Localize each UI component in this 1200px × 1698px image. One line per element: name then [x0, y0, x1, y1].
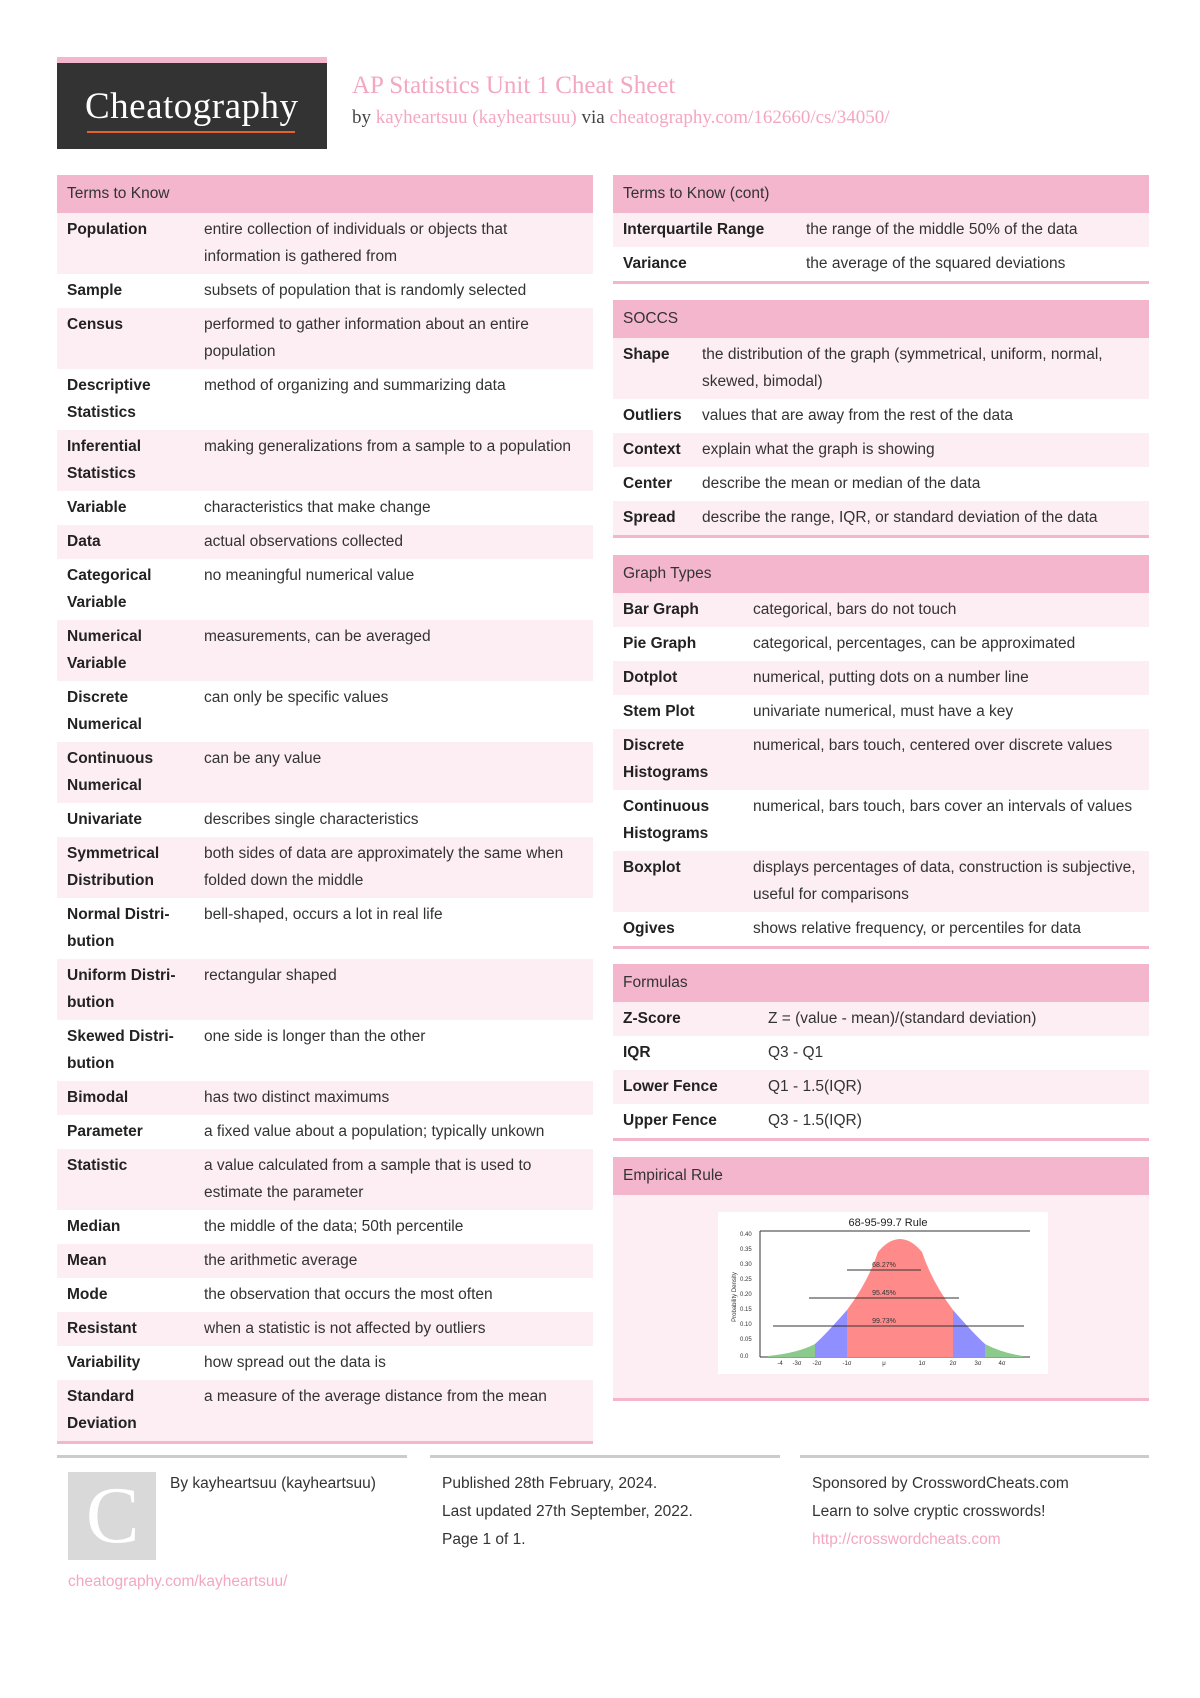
- row-definition: Z = (value - mean)/(standard deviation): [768, 1010, 1037, 1027]
- table-row: [57, 681, 593, 742]
- row-term: Inferential Statistics: [67, 438, 142, 482]
- table-row: [613, 593, 1149, 627]
- table-row: [613, 790, 1149, 851]
- table-row: [57, 620, 593, 681]
- row-definition: numerical, bars touch, bars cover an intervals of values: [753, 798, 1133, 815]
- row-definition: describes single characteristics: [204, 811, 419, 828]
- byline: [352, 107, 890, 129]
- table-row: [613, 729, 1149, 790]
- author-link[interactable]: kayheartsuu (kayheartsuu): [375, 107, 577, 128]
- sponsor-link[interactable]: http://crosswordcheats.com: [812, 1531, 1001, 1548]
- row-definition: performed to gather information about an entire population: [204, 316, 529, 360]
- table-row: [57, 274, 593, 308]
- terms-section-title: Terms to Know: [57, 175, 593, 213]
- published-date: Published 28th February, 2024.: [442, 1475, 658, 1492]
- row-term: Categorical Variable: [67, 567, 152, 611]
- soccs-section: [613, 300, 1149, 538]
- row-term: Dotplot: [623, 669, 678, 686]
- profile-link[interactable]: cheatography.com/kayheartsuu/: [68, 1573, 288, 1590]
- footer-sponsor: [812, 1470, 1069, 1554]
- row-term: Outliers: [623, 407, 682, 424]
- avatar-letter: C: [86, 1472, 140, 1560]
- row-term: Boxplot: [623, 859, 681, 876]
- empirical-section: [613, 1157, 1149, 1401]
- svg-text:0.25: 0.25: [740, 1277, 752, 1283]
- row-term: Continuous Histograms: [623, 798, 710, 842]
- row-definition: displays percentages of data, construction is subjective, useful for comparisons: [753, 859, 1136, 903]
- table-row: [613, 433, 1149, 467]
- row-definition: a measure of the average distance from the mean: [204, 1388, 547, 1405]
- row-term: Mean: [67, 1252, 107, 1269]
- row-definition: Q1 - 1.5(IQR): [768, 1078, 862, 1095]
- table-row: [57, 369, 593, 430]
- row-term: Median: [67, 1218, 121, 1235]
- row-definition: making generalizations from a sample to a population: [204, 438, 572, 455]
- row-term: Mode: [67, 1286, 108, 1303]
- table-row: [57, 213, 593, 274]
- table-row: [613, 501, 1149, 535]
- table-row: [57, 1380, 593, 1441]
- empirical-rule-chart: [718, 1212, 1048, 1374]
- row-definition: measurements, can be averaged: [204, 628, 431, 645]
- label-3sd: 99.73%: [872, 1318, 896, 1325]
- page-number: Page 1 of 1.: [442, 1531, 526, 1548]
- svg-text:0.35: 0.35: [740, 1247, 752, 1253]
- table-row: [57, 1149, 593, 1210]
- row-term: Descriptive Statistics: [67, 377, 151, 421]
- page-title: AP Statistics Unit 1 Cheat Sheet: [352, 72, 676, 99]
- table-row: [613, 1070, 1149, 1104]
- svg-text:0.15: 0.15: [740, 1307, 752, 1313]
- row-definition: method of organizing and summarizing data: [204, 377, 506, 394]
- table-row: [57, 491, 593, 525]
- row-term: Statistic: [67, 1157, 128, 1174]
- row-definition: the arithmetic average: [204, 1252, 358, 1269]
- svg-text:-2σ: -2σ: [812, 1361, 822, 1367]
- row-term: Standard Deviation: [67, 1388, 137, 1432]
- row-term: Parameter: [67, 1123, 143, 1140]
- table-row: [613, 247, 1149, 281]
- row-definition: explain what the graph is showing: [702, 441, 935, 458]
- row-term: Variability: [67, 1354, 141, 1371]
- row-definition: describe the mean or median of the data: [702, 475, 981, 492]
- terms-cont-section: [613, 175, 1149, 284]
- table-row: [57, 1081, 593, 1115]
- row-term: Discrete Numerical: [67, 689, 142, 733]
- row-definition: can be any value: [204, 750, 322, 767]
- row-definition: Q3 - 1.5(IQR): [768, 1112, 862, 1129]
- row-definition: bell-shaped, occurs a lot in real life: [204, 906, 443, 923]
- table-row: [57, 525, 593, 559]
- row-term: Interquartile Range: [623, 221, 765, 238]
- soccs-section-title: SOCCS: [613, 300, 1149, 338]
- row-term: IQR: [623, 1044, 651, 1061]
- terms-cont-section-title: Terms to Know (cont): [613, 175, 1149, 213]
- row-term: Spread: [623, 509, 676, 526]
- table-row: [57, 803, 593, 837]
- footer-publish-info: [442, 1470, 693, 1554]
- table-row: [57, 1244, 593, 1278]
- table-row: [613, 627, 1149, 661]
- sheet-url-link[interactable]: cheatography.com/162660/cs/34050/: [609, 107, 890, 128]
- terms-section: [57, 175, 593, 1444]
- row-term: Ogives: [623, 920, 675, 937]
- chart-y-label: Probability Density: [732, 1272, 738, 1322]
- row-definition: characteristics that make change: [204, 499, 431, 516]
- row-definition: numerical, bars touch, centered over discrete values: [753, 737, 1113, 754]
- row-term: Context: [623, 441, 681, 458]
- row-term: Resistant: [67, 1320, 137, 1337]
- row-term: Continuous Numerical: [67, 750, 154, 794]
- table-row: [57, 898, 593, 959]
- formulas-rows: [613, 1002, 1149, 1138]
- row-definition: the average of the squared deviations: [806, 255, 1066, 272]
- row-term: Center: [623, 475, 673, 492]
- table-row: [613, 851, 1149, 912]
- row-term: Variance: [623, 255, 687, 272]
- avatar[interactable]: [68, 1472, 156, 1560]
- table-row: [57, 1115, 593, 1149]
- label-2sd: 95.45%: [872, 1290, 896, 1297]
- svg-text:0.40: 0.40: [740, 1232, 752, 1238]
- graph-types-section-title: Graph Types: [613, 555, 1149, 593]
- row-definition: both sides of data are approximately the same when folded down the middle: [204, 845, 564, 889]
- row-definition: when a statistic is not affected by outliers: [204, 1320, 486, 1337]
- row-term: Shape: [623, 346, 670, 363]
- table-row: [613, 695, 1149, 729]
- row-definition: how spread out the data is: [204, 1354, 386, 1371]
- row-definition: can only be specific values: [204, 689, 389, 706]
- table-row: [613, 1104, 1149, 1138]
- table-row: [57, 559, 593, 620]
- row-definition: describe the range, IQR, or standard deviation of the data: [702, 509, 1098, 526]
- row-definition: Q3 - Q1: [768, 1044, 824, 1061]
- svg-text:-3σ: -3σ: [792, 1361, 802, 1367]
- svg-text:2σ: 2σ: [949, 1361, 957, 1367]
- row-definition: no meaningful numerical value: [204, 567, 415, 584]
- graph-types-rows: [613, 593, 1149, 946]
- row-definition: categorical, percentages, can be approximated: [753, 635, 1076, 652]
- row-definition: the observation that occurs the most often: [204, 1286, 493, 1303]
- x-ticks: [777, 1361, 1005, 1367]
- row-definition: the distribution of the graph (symmetrical, uniform, normal, skewed, bimodal): [702, 346, 1103, 390]
- logo-underline: [87, 131, 295, 133]
- row-definition: the middle of the data; 50th percentile: [204, 1218, 464, 1235]
- svg-text:0.30: 0.30: [740, 1262, 752, 1268]
- row-term: Census: [67, 316, 123, 333]
- row-definition: univariate numerical, must have a key: [753, 703, 1014, 720]
- svg-text:3σ: 3σ: [974, 1361, 982, 1367]
- row-definition: a value calculated from a sample that is used to estimate the parameter: [204, 1157, 532, 1201]
- row-term: Normal Distribution: [67, 906, 170, 950]
- row-definition: actual observations collected: [204, 533, 404, 550]
- table-row: [613, 661, 1149, 695]
- label-1sd: 68.27%: [872, 1262, 896, 1269]
- row-term: Skewed Distribution: [67, 1028, 174, 1072]
- row-term: Discrete Histograms: [623, 737, 709, 781]
- table-row: [57, 1278, 593, 1312]
- footer-divider-right: [800, 1455, 1149, 1458]
- chart-title: 68-95-99.7 Rule: [848, 1217, 928, 1229]
- table-row: [57, 837, 593, 898]
- footer-author: [170, 1470, 376, 1498]
- row-term: Stem Plot: [623, 703, 695, 720]
- row-definition: subsets of population that is randomly selected: [204, 282, 527, 299]
- svg-text:0.10: 0.10: [740, 1322, 752, 1328]
- row-term: Upper Fence: [623, 1112, 717, 1129]
- row-term: Bar Graph: [623, 601, 699, 618]
- formulas-section: [613, 964, 1149, 1141]
- terms-rows: [57, 213, 593, 1441]
- footer-divider-middle: [430, 1455, 780, 1458]
- table-row: [613, 1002, 1149, 1036]
- svg-text:-4: -4: [777, 1361, 783, 1367]
- row-term: Bimodal: [67, 1089, 129, 1106]
- row-term: Population: [67, 221, 148, 238]
- svg-text:4σ: 4σ: [998, 1361, 1006, 1367]
- row-term: Univariate: [67, 811, 142, 828]
- footer-by-line[interactable]: By kayheartsuu (kayheartsuu): [170, 1475, 376, 1492]
- row-definition: shows relative frequency, or percentiles for data: [753, 920, 1081, 937]
- by-text: by: [352, 107, 371, 128]
- svg-text:-1σ: -1σ: [842, 1361, 852, 1367]
- row-term: Data: [67, 533, 101, 550]
- table-row: [57, 308, 593, 369]
- table-row: [57, 430, 593, 491]
- graph-types-section: [613, 555, 1149, 949]
- table-row: [57, 1210, 593, 1244]
- empirical-section-title: Empirical Rule: [613, 1157, 1149, 1195]
- table-row: [613, 1036, 1149, 1070]
- cheatography-logo[interactable]: [57, 57, 327, 149]
- table-row: [613, 213, 1149, 247]
- sponsor-text: Sponsored by CrosswordCheats.com: [812, 1475, 1069, 1492]
- row-definition: one side is longer than the other: [204, 1028, 426, 1045]
- row-term: Variable: [67, 499, 127, 516]
- formulas-section-title: Formulas: [613, 964, 1149, 1002]
- row-term: Numerical Variable: [67, 628, 142, 672]
- sponsor-tagline: Learn to solve cryptic crosswords!: [812, 1503, 1046, 1520]
- row-term: Pie Graph: [623, 635, 697, 652]
- row-term: Symmetrical Distribution: [67, 845, 160, 889]
- terms-cont-rows: [613, 213, 1149, 281]
- svg-text:1σ: 1σ: [918, 1361, 926, 1367]
- row-definition: numerical, putting dots on a number line: [753, 669, 1029, 686]
- row-definition: categorical, bars do not touch: [753, 601, 957, 618]
- row-definition: a fixed value about a population; typically unkown: [204, 1123, 545, 1140]
- table-row: [613, 912, 1149, 946]
- updated-date: Last updated 27th September, 2022.: [442, 1503, 693, 1520]
- row-term: Lower Fence: [623, 1078, 718, 1095]
- footer-divider-left: [57, 1455, 407, 1458]
- row-term: Z-Score: [623, 1010, 681, 1027]
- table-row: [57, 742, 593, 803]
- row-definition: rectangular shaped: [204, 967, 337, 984]
- soccs-rows: [613, 338, 1149, 535]
- table-row: [57, 1346, 593, 1380]
- logo-text: Cheatography: [85, 86, 299, 127]
- y-ticks: [740, 1232, 752, 1360]
- svg-text:0.20: 0.20: [740, 1292, 752, 1298]
- row-definition: entire collection of individuals or objects that information is gathered from: [204, 221, 508, 265]
- svg-text:0.05: 0.05: [740, 1337, 752, 1343]
- via-text: via: [581, 107, 605, 128]
- table-row: [57, 1020, 593, 1081]
- table-row: [613, 338, 1149, 399]
- table-row: [57, 959, 593, 1020]
- svg-text:μ: μ: [882, 1361, 886, 1367]
- svg-text:0.0: 0.0: [740, 1354, 749, 1360]
- table-row: [613, 399, 1149, 433]
- row-term: Sample: [67, 282, 123, 299]
- table-row: [613, 467, 1149, 501]
- table-row: [57, 1312, 593, 1346]
- row-definition: values that are away from the rest of the data: [702, 407, 1014, 424]
- row-term: Uniform Distribution: [67, 967, 176, 1011]
- row-definition: has two distinct maximums: [204, 1089, 390, 1106]
- row-definition: the range of the middle 50% of the data: [806, 221, 1078, 238]
